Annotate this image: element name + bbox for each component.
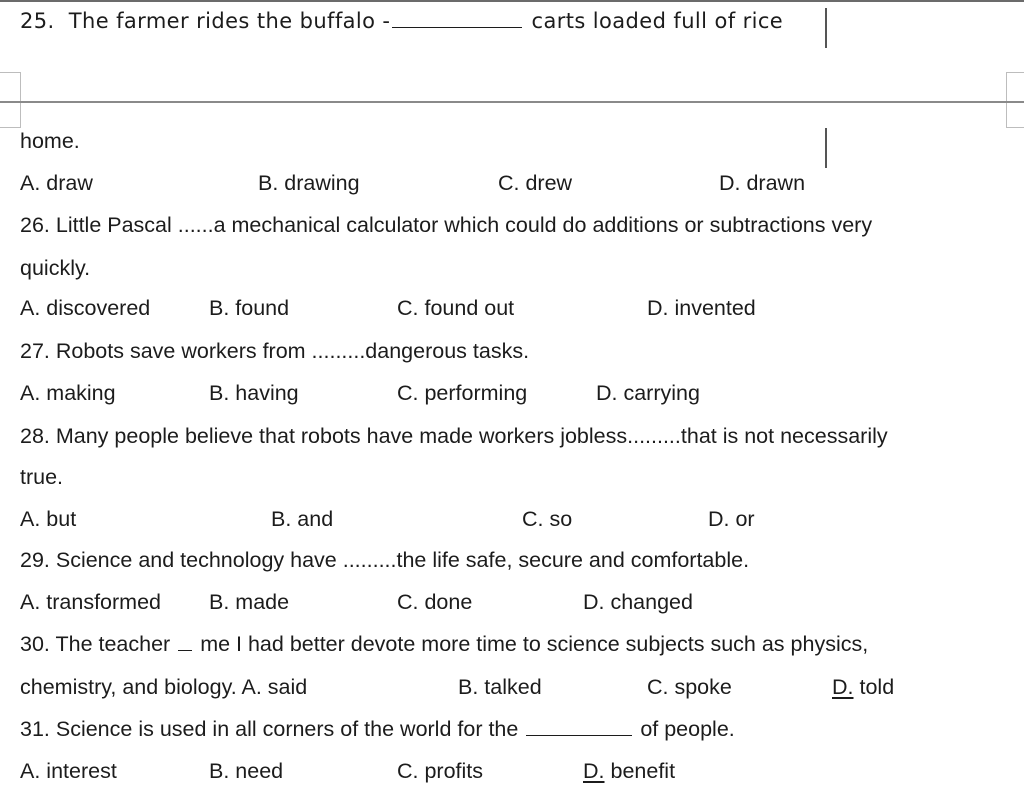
question-26-line1: 26. Little Pascal ......a mechanical calculator which could do additions or subtractions very bbox=[20, 213, 873, 237]
question-28-option-c: C. so bbox=[522, 507, 573, 531]
page-corner-mark-right-bottom bbox=[1006, 103, 1024, 128]
question-31-option-a: A. interest bbox=[20, 759, 117, 783]
page-corner-mark-right-top bbox=[1006, 72, 1024, 101]
question-26-option-a: A. discovered bbox=[20, 296, 151, 320]
question-28-option-d: D. or bbox=[708, 507, 755, 531]
question-27-option-a: A. making bbox=[20, 381, 116, 405]
question-25-option-c: C. drew bbox=[498, 171, 573, 195]
question-31-option-b: B. need bbox=[209, 759, 284, 783]
question-31-option-d bbox=[583, 761, 675, 783]
question-29-line1: 29. Science and technology have .........the life safe, secure and comfortable. bbox=[20, 548, 750, 572]
top-page-edge-line bbox=[0, 0, 1024, 2]
question-31-line1 bbox=[20, 719, 735, 741]
question-28-line2: true. bbox=[20, 465, 64, 489]
question-26-option-d: D. invented bbox=[647, 296, 756, 320]
question-26-option-b: B. found bbox=[209, 296, 290, 320]
question-30-option-d-letter: D. bbox=[832, 675, 854, 699]
question-28-option-a: A. but bbox=[20, 507, 77, 531]
question-30-option-c: C. spoke bbox=[647, 675, 732, 699]
question-30-text-before: 30. The teacher bbox=[20, 632, 171, 657]
question-25-option-a: A. draw bbox=[20, 171, 93, 195]
question-27-option-d: D. carrying bbox=[596, 381, 700, 405]
question-30-blank bbox=[178, 634, 192, 651]
question-28-line1: 28. Many people believe that robots have made workers jobless.........that is not necessarily bbox=[20, 424, 888, 448]
question-25-line1 bbox=[20, 11, 783, 32]
question-26-line2: quickly. bbox=[20, 256, 91, 280]
text-cursor-top bbox=[825, 8, 827, 48]
question-31-blank bbox=[526, 719, 632, 736]
page-corner-mark-left-bottom bbox=[0, 103, 21, 128]
question-30-option-d-text: told bbox=[859, 675, 895, 699]
page-break-line bbox=[0, 101, 1024, 103]
question-25-option-b: B. drawing bbox=[258, 171, 360, 195]
question-31-option-d-text: benefit bbox=[610, 759, 676, 783]
question-31-text-after: of people. bbox=[640, 717, 735, 742]
question-31-option-d-letter: D. bbox=[583, 759, 605, 783]
question-27-option-b: B. having bbox=[209, 381, 299, 405]
question-30-line2: chemistry, and biology. A. said bbox=[20, 675, 308, 699]
question-25-line2: home. bbox=[20, 129, 80, 153]
question-25-option-d: D. drawn bbox=[719, 171, 806, 195]
question-29-option-b: B. made bbox=[209, 590, 290, 614]
question-30-line1 bbox=[20, 634, 868, 656]
question-26-option-c: C. found out bbox=[397, 296, 515, 320]
text-cursor-bottom bbox=[825, 128, 827, 168]
question-27-line1: 27. Robots save workers from .........dangerous tasks. bbox=[20, 339, 530, 363]
question-25-blank bbox=[392, 11, 522, 28]
question-29-option-c: C. done bbox=[397, 590, 473, 614]
question-30-option-d bbox=[832, 677, 894, 699]
question-25-text-after: carts loaded full of rice bbox=[531, 9, 784, 33]
question-31-text-before: 31. Science is used in all corners of the world for the bbox=[20, 717, 519, 742]
question-30-option-b: B. talked bbox=[458, 675, 542, 699]
question-25-number: 25. bbox=[20, 9, 55, 33]
question-28-option-b: B. and bbox=[271, 507, 334, 531]
page-corner-mark-left-top bbox=[0, 72, 21, 101]
question-29-option-a: A. transformed bbox=[20, 590, 161, 614]
question-29-option-d: D. changed bbox=[583, 590, 693, 614]
question-27-option-c: C. performing bbox=[397, 381, 528, 405]
question-30-text-after: me I had better devote more time to science subjects such as physics, bbox=[200, 632, 869, 657]
question-31-option-c: C. profits bbox=[397, 759, 484, 783]
question-25-text-before: The farmer rides the buffalo - bbox=[68, 9, 391, 33]
